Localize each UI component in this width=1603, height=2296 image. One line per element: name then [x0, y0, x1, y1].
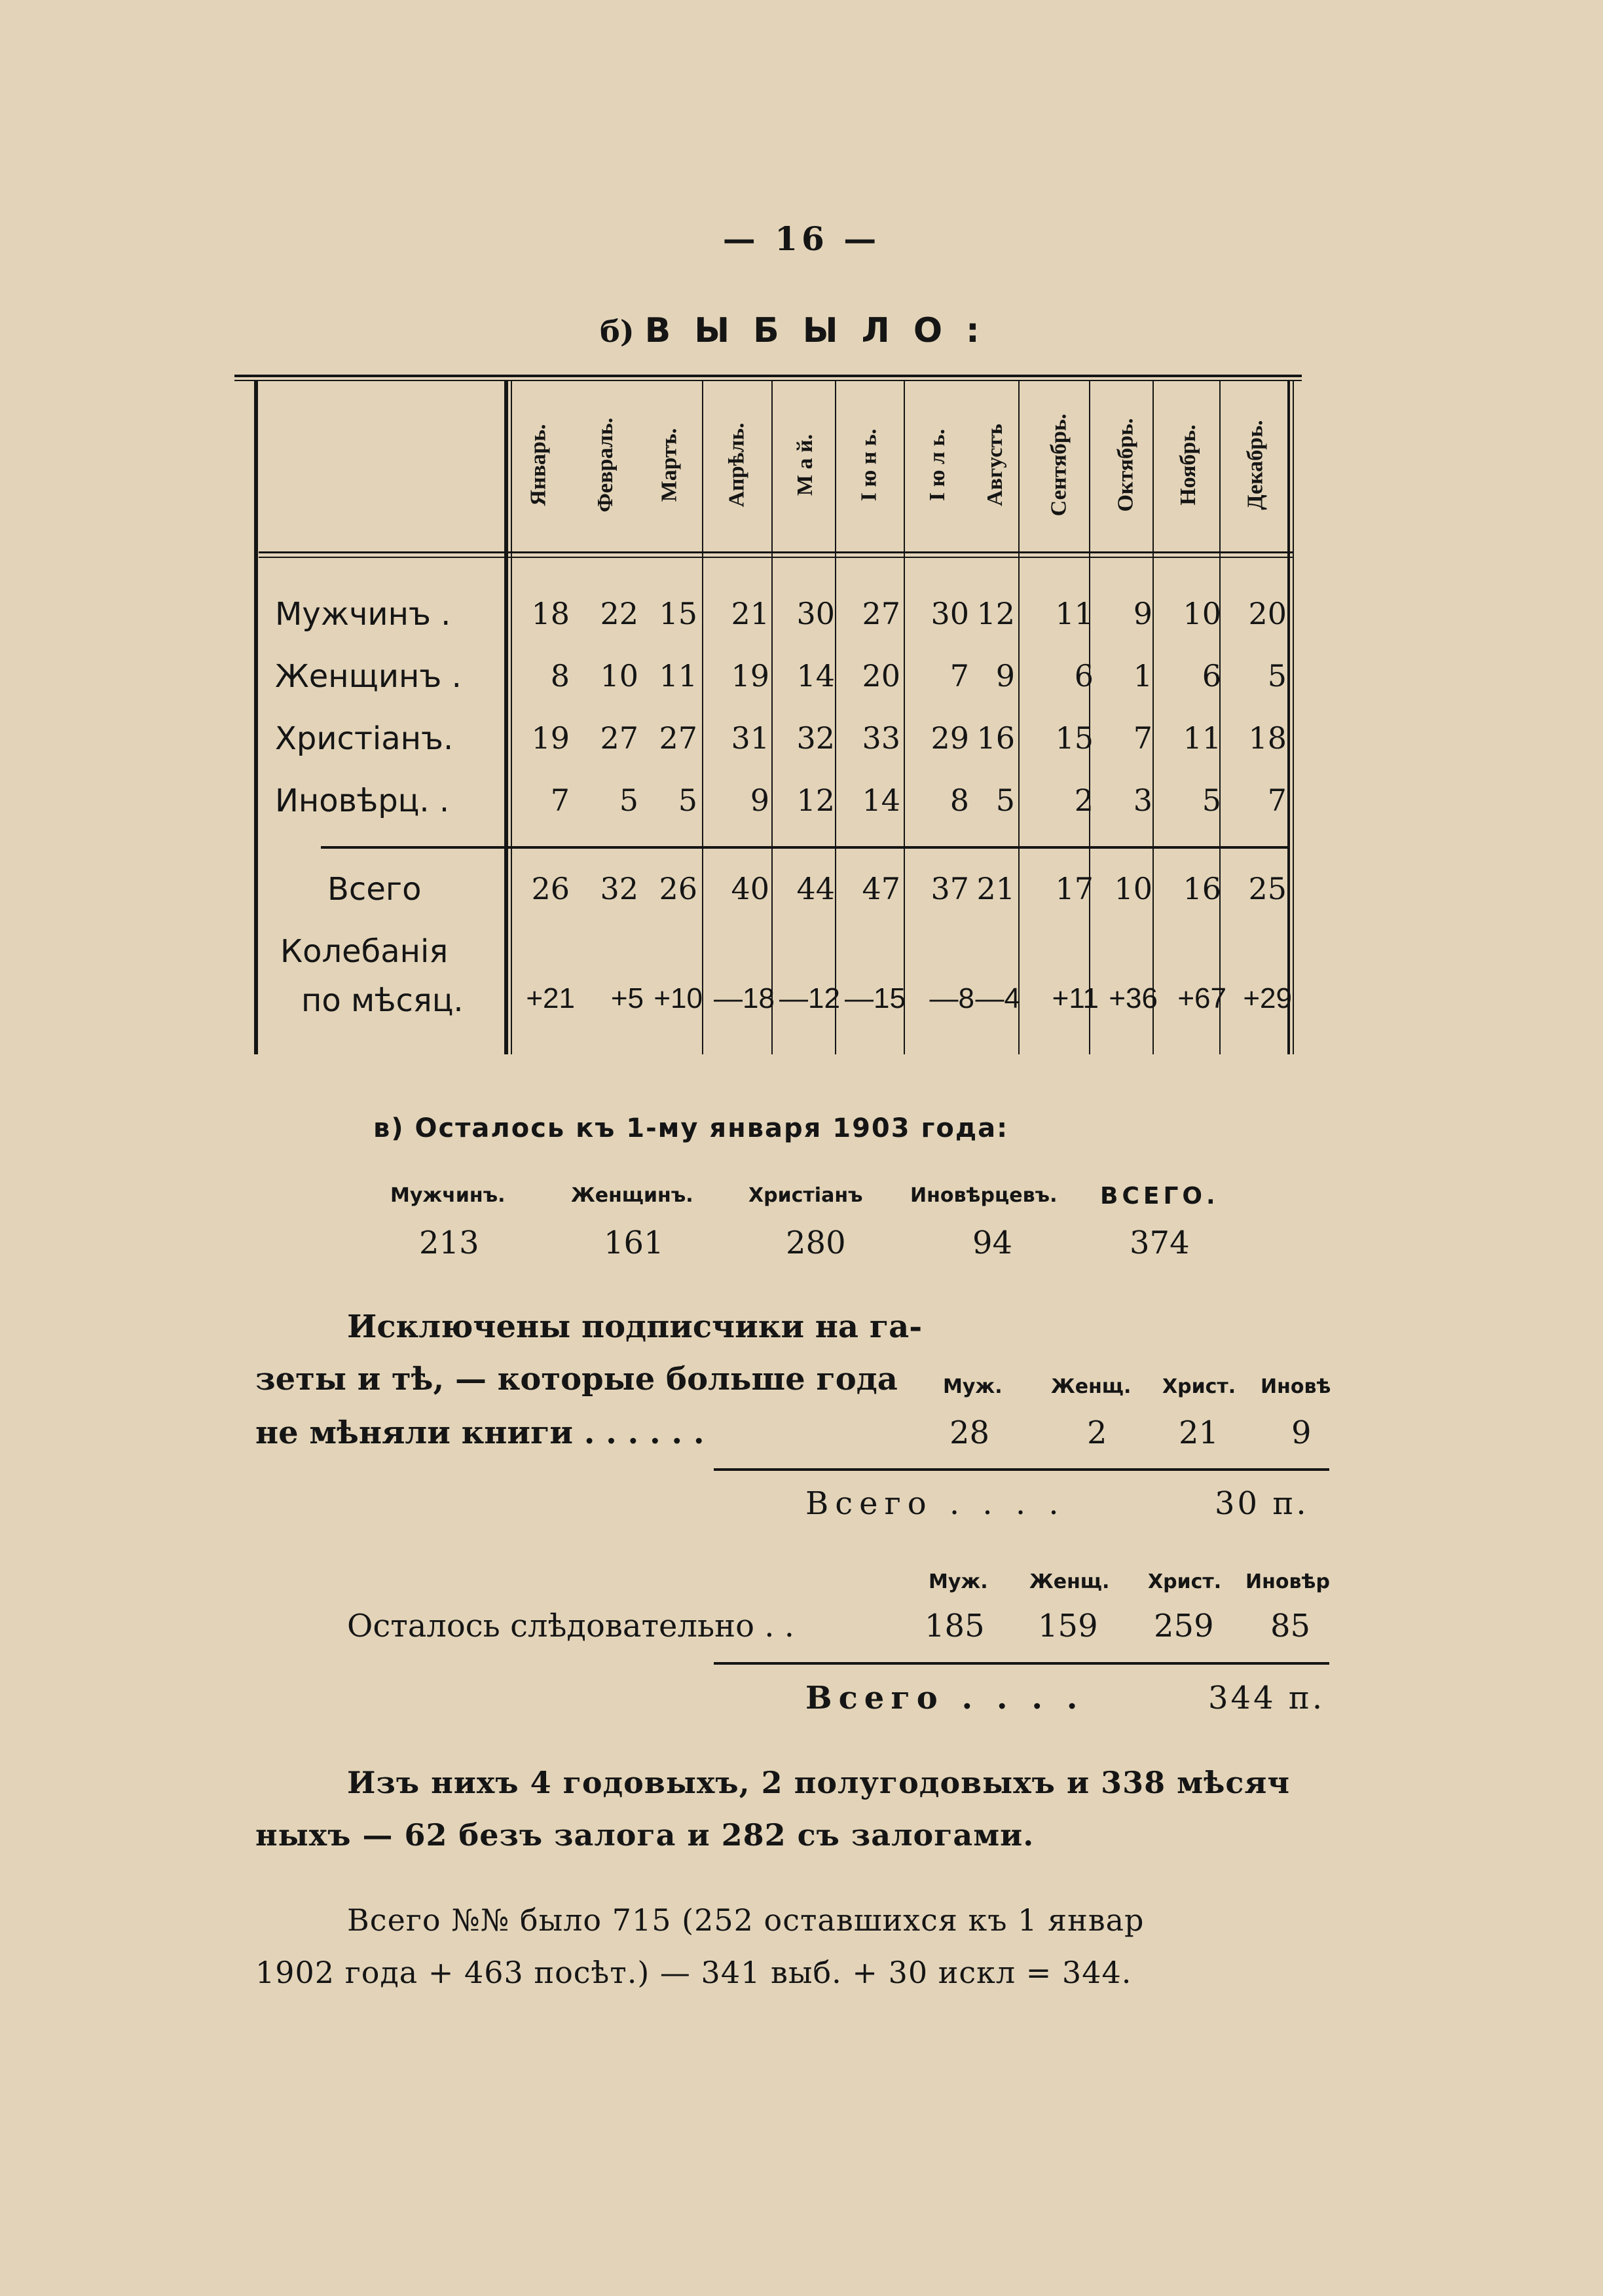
month-header — [710, 393, 763, 537]
table-fluct-cell: —18 — [714, 982, 775, 1014]
row-label-fluct-1: Колебанія — [280, 933, 449, 970]
left-header-christians: Христ. — [1148, 1570, 1222, 1593]
table-total-cell: 32 — [600, 871, 638, 906]
row-label-others: Иновѣрц. . — [275, 783, 450, 819]
month-header — [912, 393, 965, 537]
table-cell: 10 — [600, 658, 638, 694]
excluded-value-christians: 21 — [1179, 1415, 1219, 1451]
table-cell: 5 — [1267, 658, 1287, 694]
left-header-men: Муж. — [929, 1570, 988, 1593]
table-top-rule-thin — [234, 380, 1302, 381]
left-total-label: Всего . . . . — [805, 1680, 1084, 1716]
para1-line1: Изъ нихъ 4 годовыхъ, 2 полугодовыхъ и 338 мѣсяч — [347, 1765, 1291, 1800]
excluded-line-2: зеты и тѣ, — которые больше года — [255, 1361, 898, 1398]
table-cell: 5 — [995, 783, 1015, 818]
table-column-separator — [1219, 380, 1221, 1054]
table-cell: 11 — [1055, 596, 1094, 631]
section-b-title: ВЫБЫЛО: — [644, 311, 1003, 350]
table-cell: 9 — [995, 658, 1015, 694]
table-fluct-cell: +11 — [1052, 982, 1099, 1014]
table-right-border-thin — [1293, 380, 1294, 1054]
excluded-total-label: Всего . . . . — [805, 1485, 1065, 1522]
table-total-cell: 47 — [862, 871, 900, 906]
table-cell: 1 — [1133, 658, 1152, 694]
table-cell: 7 — [550, 783, 570, 818]
month-header — [779, 393, 832, 537]
table-cell: 30 — [930, 596, 969, 631]
left-value-women: 159 — [1038, 1608, 1098, 1644]
table-left-border — [254, 380, 258, 1054]
table-cell: 33 — [862, 720, 900, 756]
table-column-separator — [702, 380, 703, 1054]
excluded-line-1: Исключены подписчики на га- — [347, 1308, 923, 1345]
table-cell: 32 — [796, 720, 835, 756]
left-divider — [714, 1662, 1329, 1665]
left-value-christians: 259 — [1154, 1608, 1214, 1644]
table-cell: 15 — [659, 596, 697, 631]
excluded-total-value: 30 п. — [1215, 1485, 1309, 1522]
table-total-rule — [321, 846, 1290, 849]
table-cell: 8 — [550, 658, 570, 694]
excluded-value-women: 2 — [1087, 1415, 1107, 1451]
remaining-value-others: 94 — [972, 1225, 1013, 1261]
table-cell: 15 — [1055, 720, 1094, 756]
table-fluct-cell: +5 — [610, 982, 644, 1014]
table-total-cell: 40 — [731, 871, 769, 906]
left-value-others: 85 — [1270, 1608, 1311, 1644]
month-header-label: Февраль. — [593, 417, 618, 513]
table-fluct-cell: +21 — [526, 982, 575, 1014]
excluded-divider — [714, 1468, 1329, 1471]
table-cell: 29 — [930, 720, 969, 756]
section-b-prefix: б) — [600, 314, 635, 349]
table-fluct-cell: +36 — [1109, 982, 1158, 1014]
table-cell: 3 — [1133, 783, 1152, 818]
table-cell: 9 — [1133, 596, 1152, 631]
left-value-men: 185 — [925, 1608, 985, 1644]
table-cell: 19 — [531, 720, 570, 756]
row-label-women: Женщинъ . — [275, 658, 462, 695]
table-cell: 14 — [796, 658, 835, 694]
table-fluct-cell: +29 — [1243, 982, 1292, 1014]
excluded-header-others: Иновѣ — [1261, 1375, 1331, 1398]
table-column-separator — [835, 380, 836, 1054]
month-header-label: Январь. — [526, 424, 551, 506]
table-cell: 12 — [796, 783, 835, 818]
month-header — [1162, 393, 1215, 537]
table-fluct-cell: —4 — [975, 982, 1020, 1014]
left-header-women: Женщ. — [1029, 1570, 1110, 1593]
excluded-value-men: 28 — [949, 1415, 990, 1451]
table-cell: 31 — [731, 720, 769, 756]
table-cell: 9 — [750, 783, 769, 818]
table-cell: 27 — [600, 720, 638, 756]
remaining-header-men: Мужчинъ. — [390, 1184, 506, 1207]
table-cell: 12 — [976, 596, 1015, 631]
remaining-header-christians: Христіанъ — [748, 1184, 863, 1207]
table-cell: 16 — [976, 720, 1015, 756]
table-total-cell: 21 — [976, 871, 1015, 906]
table-total-cell: 10 — [1114, 871, 1152, 906]
table-cell: 19 — [731, 658, 769, 694]
section-v-title: в) Осталось къ 1-му января 1903 года: — [373, 1113, 1009, 1143]
month-header-label: Мартъ. — [657, 428, 682, 502]
excluded-header-christians: Христ. — [1162, 1375, 1236, 1398]
table-cell: 11 — [659, 658, 697, 694]
left-header-others: Иновѣр — [1245, 1570, 1330, 1593]
table-label-divider — [504, 380, 508, 1054]
excluded-header-women: Женщ. — [1051, 1375, 1132, 1398]
table-column-separator — [904, 380, 905, 1054]
table-total-cell: 16 — [1183, 871, 1221, 906]
month-header — [1100, 393, 1152, 537]
table-cell: 8 — [949, 783, 969, 818]
remaining-header-women: Женщинъ. — [571, 1184, 693, 1207]
month-header — [969, 393, 1022, 537]
month-header — [580, 393, 632, 537]
month-header-label: Сентябрь. — [1046, 413, 1071, 517]
month-header-label: I ю л ь. — [925, 428, 950, 502]
para1-line2: ныхъ — 62 безъ залога и 282 съ залогами. — [255, 1817, 1035, 1853]
month-header-label: Апрѣль. — [724, 422, 749, 508]
table-total-cell: 17 — [1055, 871, 1094, 906]
section-b-heading — [0, 311, 1603, 350]
table-fluct-cell: +10 — [654, 982, 703, 1014]
left-label: Осталось слѣдовательно . . — [347, 1608, 794, 1644]
month-header-label: Ноябрь. — [1176, 424, 1200, 506]
table-cell: 22 — [600, 596, 638, 631]
page-number: — 16 — — [722, 219, 881, 258]
table-cell: 5 — [1202, 783, 1221, 818]
table-cell: 27 — [862, 596, 900, 631]
table-total-cell: 26 — [531, 871, 570, 906]
remaining-header-others: Иновѣрцевъ. — [910, 1184, 1058, 1207]
table-cell: 21 — [731, 596, 769, 631]
table-cell: 11 — [1183, 720, 1221, 756]
table-cell: 20 — [1248, 596, 1287, 631]
table-cell: 7 — [1267, 783, 1287, 818]
remaining-value-christians: 280 — [786, 1225, 846, 1261]
table-fluct-cell: +67 — [1177, 982, 1226, 1014]
table-header-rule-thin — [259, 557, 1293, 558]
table-column-separator — [1152, 380, 1154, 1054]
table-cell: 2 — [1074, 783, 1094, 818]
row-label-fluct-2: по мѣсяц. — [301, 982, 464, 1019]
table-cell: 6 — [1074, 658, 1094, 694]
table-cell: 20 — [862, 658, 900, 694]
month-header — [644, 393, 696, 537]
table-column-separator — [771, 380, 773, 1054]
table-cell: 27 — [659, 720, 697, 756]
table-cell: 18 — [1248, 720, 1287, 756]
table-cell: 5 — [678, 783, 697, 818]
table-fluct-cell: —8 — [929, 982, 974, 1014]
table-cell: 30 — [796, 596, 835, 631]
row-label-men: Мужчинъ . — [275, 596, 451, 633]
excluded-value-others: 9 — [1291, 1415, 1312, 1451]
month-header-label: Августъ — [983, 424, 1007, 506]
table-cell: 6 — [1202, 658, 1221, 694]
month-header-label: Декабрь. — [1243, 420, 1268, 510]
left-total-value: 344 п. — [1208, 1680, 1325, 1716]
para2-line2: 1902 года + 463 посѣт.) — 341 выб. + 30 искл = 344. — [255, 1955, 1132, 1990]
table-cell: 18 — [531, 596, 570, 631]
month-header — [843, 393, 896, 537]
month-header-label: Октябрь. — [1114, 418, 1139, 512]
table-fluct-cell: —12 — [779, 982, 840, 1014]
table-total-cell: 26 — [659, 871, 697, 906]
table-column-separator — [1089, 380, 1090, 1054]
table-cell: 14 — [862, 783, 900, 818]
month-header — [1033, 393, 1086, 537]
table-fluct-cell: —15 — [845, 982, 906, 1014]
table-total-cell: 37 — [930, 871, 969, 906]
table-top-rule — [234, 375, 1302, 377]
excluded-line-3: не мѣняли книги . . . . . . — [255, 1415, 705, 1451]
table-cell: 10 — [1183, 596, 1221, 631]
table-header-rule — [259, 551, 1293, 553]
month-header — [513, 393, 565, 537]
row-label-total: Всего — [327, 871, 422, 908]
month-header — [1230, 393, 1282, 537]
table-total-cell: 25 — [1248, 871, 1287, 906]
month-header-label: I ю н ь. — [857, 428, 881, 502]
excluded-header-men: Муж. — [943, 1375, 1003, 1398]
remaining-value-men: 213 — [419, 1225, 479, 1261]
para2-line1: Всего №№ было 715 (252 оставшихся къ 1 январ — [347, 1902, 1145, 1938]
table-cell: 7 — [1133, 720, 1152, 756]
table-total-cell: 44 — [796, 871, 835, 906]
remaining-value-women: 161 — [604, 1225, 664, 1261]
remaining-value-total: 374 — [1130, 1225, 1190, 1261]
table-right-border — [1287, 380, 1290, 1054]
table-cell: 7 — [949, 658, 969, 694]
remaining-header-total: ВСЕГО. — [1100, 1183, 1219, 1210]
row-label-christians: Христіанъ. — [275, 720, 454, 757]
month-header-label: М а й. — [793, 434, 817, 496]
table-cell: 5 — [619, 783, 638, 818]
